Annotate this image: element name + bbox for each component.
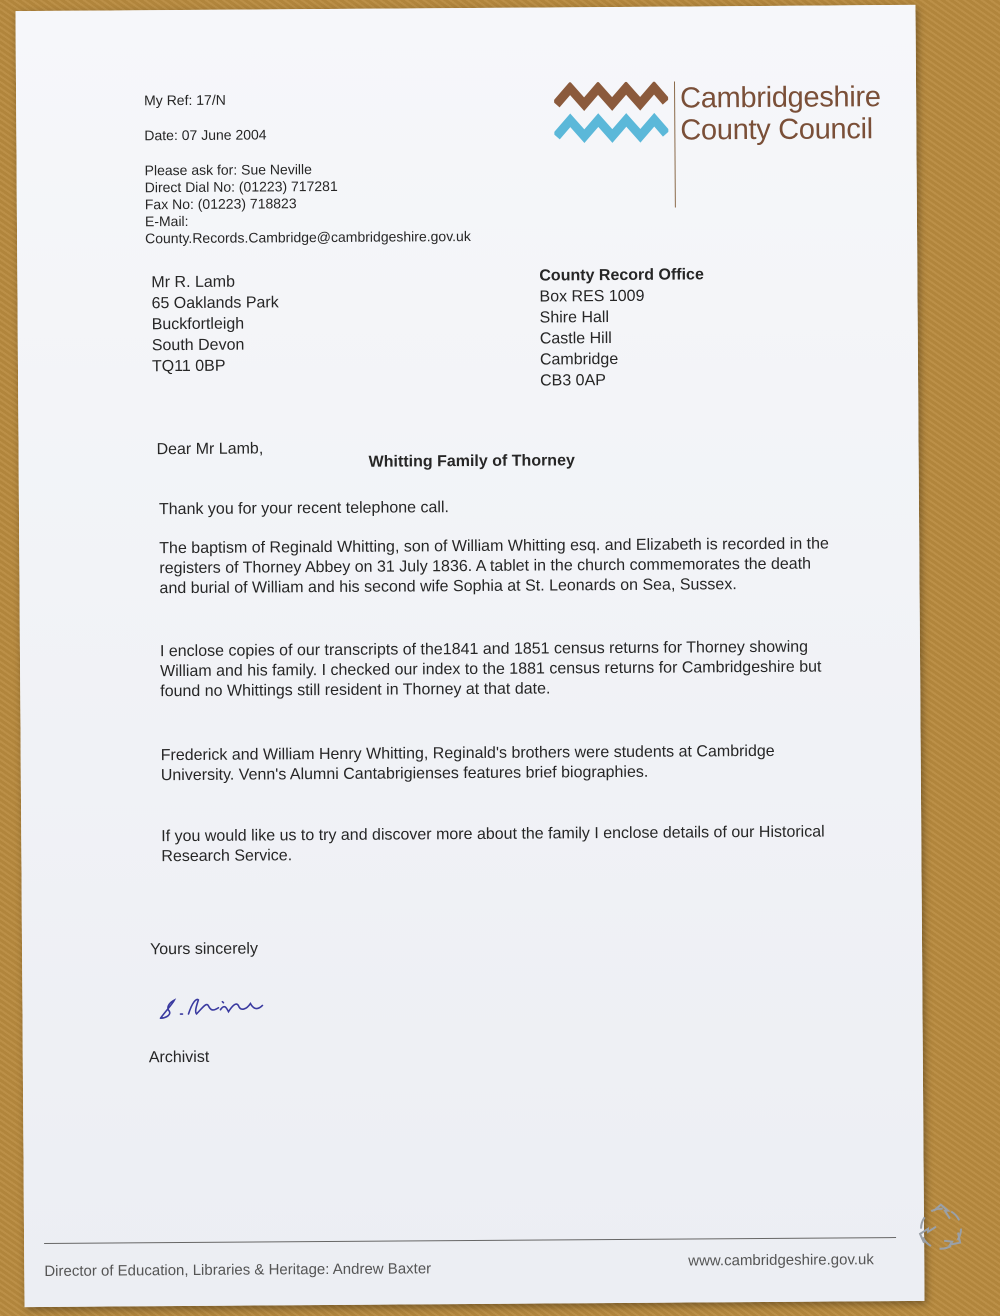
letter-page <box>15 5 924 1307</box>
reference: My Ref: 17/N <box>144 91 226 109</box>
email-label: E-Mail: <box>144 212 189 230</box>
council-logo-icon <box>554 82 668 145</box>
office-name: County Record Office <box>539 266 704 285</box>
closing: Yours sincerely <box>149 940 259 959</box>
logo-divider <box>674 82 676 208</box>
sender-line: Cambridge <box>539 350 619 369</box>
recipient-line: Mr R. Lamb <box>151 273 236 292</box>
recipient-line: Buckfortleigh <box>151 315 245 334</box>
fax-number: Fax No: (01223) 718823 <box>144 195 297 213</box>
recipient-line: South Devon <box>151 336 245 355</box>
council-name-line2: County Council <box>680 113 873 147</box>
footer-director: Director of Education, Libraries & Heritage: Andrew Baxter <box>44 1260 432 1280</box>
ask-for: Please ask for: Sue Neville <box>144 161 312 179</box>
sender-line: Shire Hall <box>539 309 610 327</box>
contact-block <box>145 160 471 247</box>
letter-date: Date: 07 June 2004 <box>144 126 267 144</box>
salutation: Dear Mr Lamb, <box>156 440 264 459</box>
recycle-icon <box>914 1201 968 1255</box>
recipient-line: 65 Oaklands Park <box>151 294 279 313</box>
sender-address <box>539 264 704 391</box>
email-address: County.Records.Cambridge@cambridgeshire.gov.uk <box>145 227 471 247</box>
paragraph: Thank you for your recent telephone call. <box>158 499 449 519</box>
signatory-title: Archivist <box>148 1048 210 1067</box>
footer-website: www.cambridgeshire.gov.uk <box>688 1251 874 1270</box>
sender-line: Box RES 1009 <box>539 287 645 306</box>
paragraph: If you would like us to try and discover more about the family I enclose details of our Historical Research Service. <box>161 823 825 866</box>
council-name <box>680 81 881 146</box>
handwritten-signature <box>152 987 282 1024</box>
council-name-line1: Cambridgeshire <box>680 81 881 115</box>
sender-line: CB3 0AP <box>540 372 606 390</box>
recipient-line: TQ11 0BP <box>151 357 226 376</box>
sender-line: Castle Hill <box>539 330 612 348</box>
direct-dial: Direct Dial No: (01223) 717281 <box>144 177 338 196</box>
recipient-address <box>151 271 279 377</box>
paragraph: The baptism of Reginald Whitting, son of William Whitting esq. and Elizabeth is recorded in the registers of Thorney Abbey on 31 July 1836. A tablet in the church commemorates the death and burial of William and his second wife Sophia at St. Leonards on Sea, Sussex. <box>159 535 829 598</box>
paragraph: I enclose copies of our transcripts of the1841 and 1851 census returns for Thorney showing William and his family. I checked our index to the 1881 census returns for Cambridgeshire but found no Whittings still resident in Thorney at that date. <box>159 638 822 701</box>
paragraph: Frederick and William Henry Whitting, Reginald's brothers were students at Cambridge University. Venn's Alumni Cantabrigienses features brief biographies. <box>160 742 775 785</box>
subject-line: Whitting Family of Thorney <box>368 452 575 471</box>
footer-divider <box>44 1237 896 1244</box>
